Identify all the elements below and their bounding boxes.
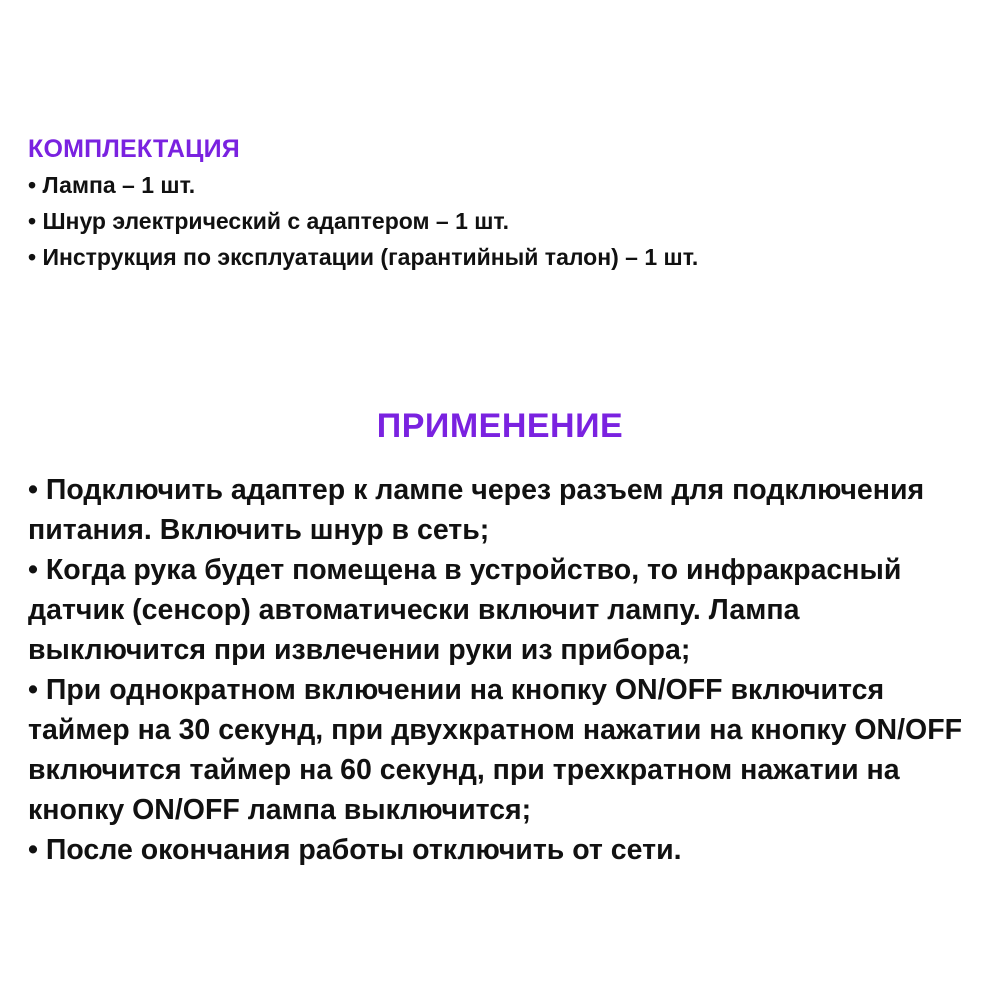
usage-title: ПРИМЕНЕНИЕ	[376, 407, 624, 445]
kit-item-lamp: • Лампа – 1 шт.	[28, 172, 196, 198]
usage-item-sensor: • Когда рука будет помещена в устройство, то инфракрасный датчик (сенсор) автоматически включит лампу. Лампа выключится при извлечении руки из прибора;	[28, 554, 902, 666]
usage-section	[28, 470, 978, 870]
usage-list	[28, 470, 978, 870]
kit-item-manual: • Инструкция по эксплуатации (гарантийный талон) – 1 шт.	[28, 244, 699, 270]
usage-item-timer: • При однократном включении на кнопку ON/OFF включится таймер на 30 секунд, при двухкратном нажатии на кнопку ON/OFF включится таймер на 60 секунд, при трехкратном нажатии на кнопку ON/OFF лампа выключится;	[28, 674, 963, 826]
usage-item-connect: • Подключить адаптер к лампе через разъем для подключения питания. Включить шнур в сеть;	[28, 474, 925, 546]
kit-title: КОМПЛЕКТАЦИЯ	[28, 135, 240, 163]
usage-item-disconnect: • После окончания работы отключить от сети.	[28, 834, 682, 866]
kit-list	[28, 167, 988, 275]
kit-item-cord: • Шнур электрический с адаптером – 1 шт.	[28, 208, 510, 234]
kit-section	[28, 131, 988, 275]
